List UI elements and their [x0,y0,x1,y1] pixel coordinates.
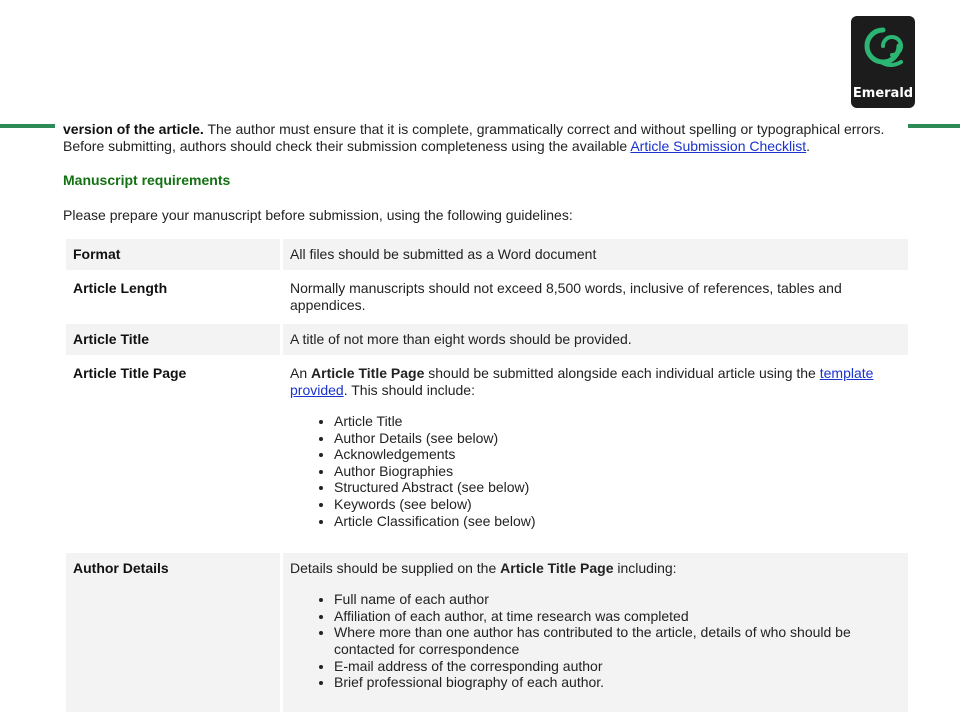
table-row-article-title-page [66,358,908,550]
list-item: • Affiliation of each author, at time research was completed [334,608,901,625]
header-rule-right [908,124,960,128]
list-item: • Full name of each author [334,591,901,608]
row-label: Author Details [66,553,280,712]
requirements-table [63,236,911,715]
bold-term: Article Title Page [311,365,425,381]
title-page-items [290,413,901,529]
list-item: • Author Details (see below) [334,430,901,447]
table-row-author-details [66,553,908,712]
title-page-description [290,365,901,399]
text-span: An [290,365,312,381]
intro-paragraph [63,121,908,155]
list-item: • Brief professional biography of each author. [334,674,901,691]
row-value: A title of not more than eight words should be provided. [283,324,908,355]
list-item: • Article Classification (see below) [334,513,901,530]
template-provided-link[interactable]: template provided [290,365,874,398]
text-span: including: [613,560,677,577]
row-value: All files should be submitted as a Word document [283,239,908,270]
row-value [283,358,908,550]
emerald-e-icon [861,24,905,80]
author-details-description [290,560,901,577]
table-row-format [66,239,908,270]
list-item: • Article Title [334,413,901,430]
row-value: Normally manuscripts should not exceed 8,500 words, inclusive of references, tables and appendices. [290,280,842,313]
author-details-items [290,591,901,691]
table-row-article-length [66,273,908,321]
intro-bold-lead: version of the article. [63,121,204,137]
text-span: Details should be supplied on the [290,560,501,577]
intro-end: . [806,138,811,154]
table-row-article-title [66,324,908,355]
intro-text: The author must ensure that it is complete, grammatically correct and without spelling or typographical errors. Before submitting, authors should check their submission completeness using the available [63,121,885,154]
text-span: . This should include: [343,382,475,398]
row-label: Article Length [73,280,168,296]
bold-term: Article Title Page [500,560,614,577]
list-item: • Where more than one author has contributed to the article, details of who should be contacted for correspondence [334,624,901,657]
manuscript-requirements-heading: Manuscript requirements [63,172,231,188]
row-label: Format [66,239,280,270]
emerald-logo [851,16,915,108]
article-submission-checklist-link[interactable]: Article Submission Checklist [630,138,807,154]
main-content [63,121,908,715]
row-value [283,553,908,712]
row-label: Article Title Page [73,365,187,381]
list-item: • Structured Abstract (see below) [334,479,901,496]
text-span: should be submitted alongside each individual article using the [424,365,820,381]
logo-text: Emerald [852,86,914,101]
guidelines-lead: Please prepare your manuscript before submission, using the following guidelines: [63,207,573,223]
row-label: Article Title [66,324,280,355]
list-item: • Keywords (see below) [334,496,901,513]
header-rule-left [0,124,55,128]
list-item: • Acknowledgements [334,446,901,463]
list-item: • Author Biographies [334,463,901,480]
list-item: • E-mail address of the corresponding author [334,658,901,675]
